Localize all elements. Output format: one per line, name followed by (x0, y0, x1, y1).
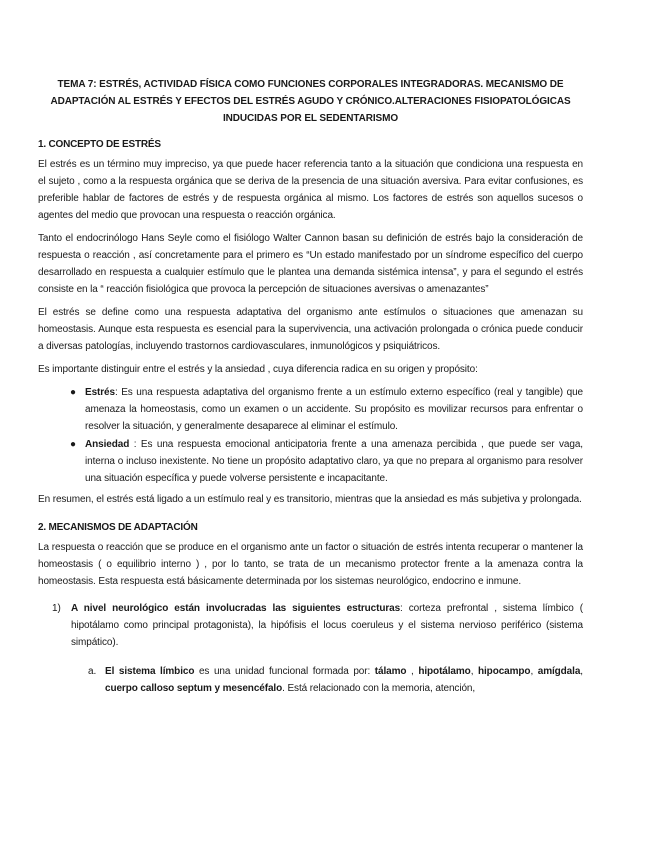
term-ansiedad: Ansiedad (85, 439, 130, 450)
item-text: : Es una respuesta emocional anticipatoria frente a una amenaza percibida , que puede ser vaga, interna o incluso inexistente. No tiene un propósito adaptativo claro, ya que no prepara al organismo para resolver una situación específica y puede volverse persistente e incapacitante. (85, 439, 583, 484)
document-title: TEMA 7: ESTRÉS, ACTIVIDAD FÍSICA COMO FUNCIONES CORPORALES INTEGRADORAS. MECANISMO DE ADAPTACIÓN AL ESTRÉS Y EFECTOS DEL ESTRÉS AGUDO Y CRÓNICO.ALTERACIONES FISIOPATOLÓGICAS INDUCIDAS POR EL SEDENTARISMO (50, 79, 571, 124)
sub-item (38, 663, 583, 697)
bold-term: amígdala (537, 666, 581, 677)
sub-item-letter: a. (88, 666, 97, 677)
item-text: : Es una respuesta adaptativa del organismo frente a un estímulo externo específico (real y tangible) que amenaza la homeostasis, como un examen o un accidente. Su propósito es movilizar recursos para enfrentar o resolver la situación, y generalmente desaparece al eliminar el estímulo. (85, 387, 583, 432)
document-page (38, 76, 583, 697)
term-estres: Estrés (85, 387, 115, 398)
section-heading-concepto: 1. CONCEPTO DE ESTRÉS (38, 139, 161, 150)
bold-term: cuerpo calloso septum y mesencéfalo (105, 683, 283, 694)
text-run: , (580, 666, 583, 677)
text-run: es una unidad funcional formada por: (194, 666, 375, 677)
text-run: , (530, 666, 538, 677)
item-bold-lead: A nivel neurológico están involucradas las siguientes estructuras (71, 603, 401, 614)
bold-term: hipocampo (478, 666, 531, 677)
paragraph: La respuesta o reacción que se produce en el organismo ante un factor o situación de estrés intenta recuperar o mantener la homeostasis ( o equilibrio interno ) , por lo tanto, se trata de un mecanismo protector frente a la amenaza contra la homeostasis. Esta respuesta está básicamente determinada por los sistemas neurológico, endocrino e inmune. (38, 542, 583, 587)
bold-term: tálamo (374, 666, 407, 677)
list-item (38, 436, 583, 487)
bullet-icon: ● (70, 439, 76, 450)
paragraph: En resumen, el estrés está ligado a un estímulo real y es transitorio, mientras que la ansiedad es más subjetiva y prolongada. (38, 494, 582, 505)
bullet-icon: ● (70, 387, 76, 398)
paragraph: El estrés se define como una respuesta adaptativa del organismo ante estímulos o situaciones que amenazan su homeostasis. Aunque esta respuesta es esencial para la supervivencia, una activación prolongada o crónica puede conducir a diversas patologías, incluyendo trastornos cardiovasculares, inmunológicos y psiquiátricos. (38, 307, 583, 352)
bold-term: El sistema límbico (105, 666, 195, 677)
paragraph: Es importante distinguir entre el estrés y la ansiedad , cuya diferencia radica en su origen y propósito: (38, 364, 478, 375)
list-item (38, 384, 583, 435)
bold-term: hipotálamo (418, 666, 471, 677)
paragraph: Tanto el endocrinólogo Hans Seyle como el fisiólogo Walter Cannon basan su definición de estrés bajo la consideración de respuesta o reacción , así concretamente para el primero es “Un estado manifestado por un síndrome específico del cuerpo desarrollado en respuesta a cualquier estímulo que le plantea una demanda sistémica intensa”, y para el segundo el estrés consiste en la “ reacción fisiológica que provoca la percepción de situaciones aversivas o amenazantes” (38, 233, 583, 295)
item-number: 1) (52, 603, 61, 614)
text-run: . Está relacionado con la memoria, atención, (282, 683, 476, 694)
item-text: : corteza prefrontal , sistema límbico ( hipotálamo como principal protagonista), la hipófisis el locus coeruleus y el sistema nervioso periférico (sistema simpático). (71, 603, 583, 648)
section-heading-mecanismos: 2. MECANISMOS DE ADAPTACIÓN (38, 522, 198, 533)
numbered-item (38, 600, 583, 651)
paragraph: El estrés es un término muy impreciso, ya que puede hacer referencia tanto a la situación que condiciona una respuesta en el sujeto , como a la respuesta orgánica que se deriva de la presencia de una situación aversiva. Para evitar confusiones, es preferible hablar de factores de estrés y de respuesta orgánica al mismo. Los factores de estrés son aquellos sucesos o agentes del medio que provocan una respuesta o reacción orgánica. (38, 159, 583, 221)
bullet-list (38, 384, 583, 487)
text-run: , (470, 666, 478, 677)
text-run: , (406, 666, 419, 677)
